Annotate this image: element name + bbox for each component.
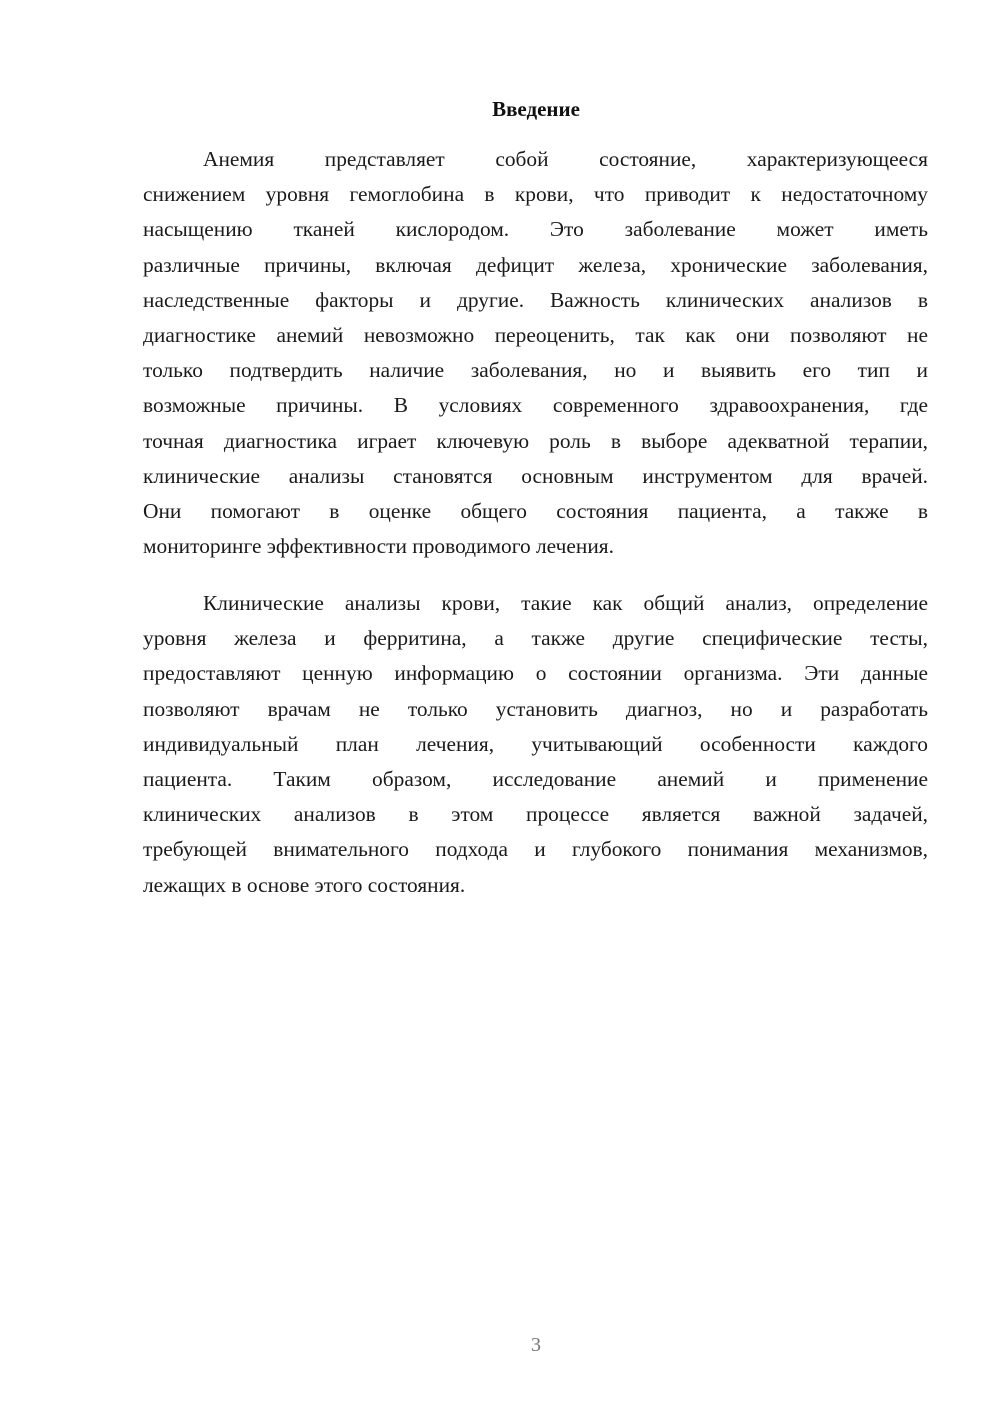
text-line: только подтвердить наличие заболевания, но и выявить его тип и (143, 358, 928, 383)
text-line: диагностике анемий невозможно переоценить, так как они позволяют не (143, 322, 928, 347)
text-line: лежащих в основе этого состояния. (143, 872, 466, 897)
text-line: позволяют врачам не только установить диагноз, но и разработать (143, 696, 928, 721)
paragraph-2 (143, 586, 928, 903)
text-line: индивидуальный план лечения, учитывающий особенности каждого (143, 731, 928, 756)
text-line: насыщению тканей кислородом. Это заболевание может иметь (143, 217, 928, 242)
text-line: возможные причины. В условиях современного здравоохранения, где (143, 393, 928, 418)
text-line: мониторинге эффективности проводимого лечения. (143, 534, 614, 559)
text-line: пациента. Таким образом, исследование анемий и применение (143, 766, 928, 791)
text-line: Анемия представляет собой состояние, характеризующееся (203, 147, 928, 171)
text-line: наследственные факторы и другие. Важность клинических анализов в (143, 287, 928, 312)
text-line: различные причины, включая дефицит железа, хронические заболевания, (143, 252, 928, 277)
text-line: клинические анализы становятся основным инструментом для врачей. (143, 463, 928, 488)
text-line: предоставляют ценную информацию о состоянии организма. Эти данные (143, 661, 928, 686)
text-line: Они помогают в оценке общего состояния пациента, а также в (143, 498, 928, 523)
text-line: снижением уровня гемоглобина в крови, что приводит к недостаточному (143, 182, 928, 207)
text-line: точная диагностика играет ключевую роль в выборе адекватной терапии, (143, 428, 928, 453)
section-heading: Введение (492, 97, 580, 121)
page-number: 3 (531, 1334, 541, 1356)
text-line: уровня железа и ферритина, а также другие специфические тесты, (143, 626, 928, 651)
paragraph-1 (143, 142, 928, 564)
text-line: требующей внимательного подхода и глубокого понимания механизмов, (143, 837, 928, 862)
text-line: клинических анализов в этом процессе является важной задачей, (143, 802, 928, 827)
text-line: Клинические анализы крови, такие как общий анализ, определение (203, 591, 928, 615)
